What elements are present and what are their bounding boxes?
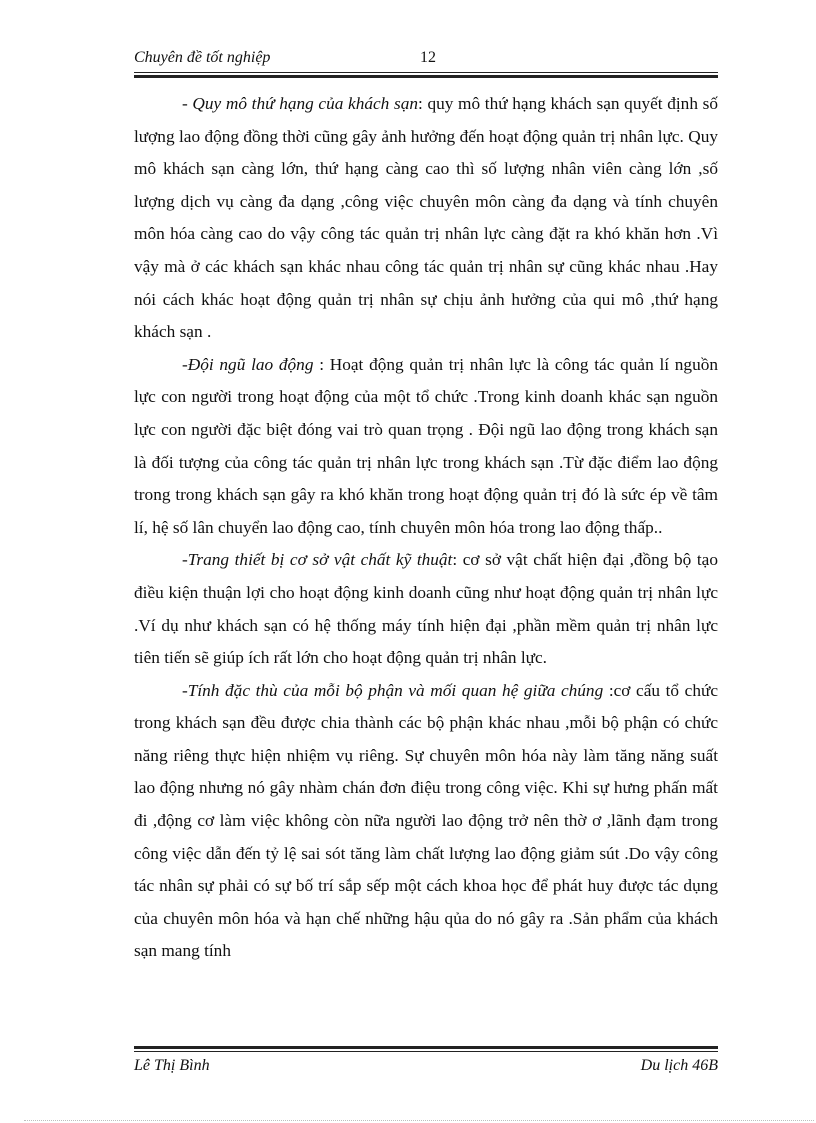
paragraph-hotel-scale [134,88,718,349]
page-bottom-edge [24,1120,814,1121]
paragraph-workforce [134,349,718,545]
page-number: 12 [420,49,436,66]
page-header [134,48,718,70]
header-title: Chuyên đề tốt nghiệp [134,49,271,66]
paragraph-text: :cơ cấu tổ chức trong khách sạn đều được chia thành các bộ phận khác nhau ,mỗi bộ phận có chức năng riêng thực hiện nhiệm vụ riêng. Sự chuyên môn hóa này làm tăng năng suất lao động nhưng nó gây nhàm chán đơn điệu trong công việc. Khi sự hưng phấn mất đi ,động cơ làm việc không còn nữa người lao động trở nên thờ ơ ,lãnh đạm trong công việc dẫn đến tỷ lệ sai sót tăng làm chất lượng lao động giảm sút .Do vậy công tác nhân sự phải có sự bố trí sắp sếp một cách khoa học để phát huy được tác dụng của chuyên môn hóa và hạn chế những hậu qủa do nó gây ra .Sản phẩm của khách sạn mang tính [134,680,718,961]
paragraph-departments [134,675,718,968]
footer-divider [134,1046,718,1052]
paragraph-lead: -Trang thiết bị cơ sở vật chất kỹ thuật [182,550,453,570]
paragraph-text: : quy mô thứ hạng khách sạn quyết định số lượng lao động đồng thời cũng gây ảnh hưởng đến hoạt động quản trị nhân lực. Quy mô khách sạn càng lớn, thứ hạng càng cao thì số lượng nhân viên càng lớn ,số lượng dịch vụ càng đa dạng ,công việc chuyên môn càng đa dạng và tính chuyên môn hóa càng cao do vậy công tác quản trị nhân lực càng đặt ra khó khăn hơn .Vì vậy mà ở các khách sạn khác nhau công tác quản trị nhân sự cũng khác nhau .Hay nói cách khác hoạt động quản trị nhân sự chịu ảnh hưởng của qui mô ,thứ hạng khách sạn . [134,94,718,342]
page-footer [134,1056,718,1078]
paragraph-lead: -Đội ngũ lao động [182,354,314,374]
footer-author: Lê Thị Bình [134,1057,210,1074]
paragraph-lead: -Tính đặc thù của mỗi bộ phận và mối quan hệ giữa chúng [182,680,604,700]
paragraph-lead: - Quy mô thứ hạng của khách sạn [182,94,418,113]
header-divider [134,72,718,78]
paragraph-text: : Hoạt động quản trị nhân lực là công tác quản lí nguồn lực con người trong hoạt động của một tổ chức .Trong kinh doanh khác sạn nguồn lực con người đặc biệt đóng vai trò quan trọng . Đội ngũ lao động trong khách sạn là đối tượng của công tác quản trị nhân lực trong khách sạn .Từ đặc điểm lao động trong trong khách sạn gây ra khó khăn trong hoạt động quản trị đó là sức ép về tâm lí, hệ số lân chuyển lao động cao, tính chuyên môn hóa trong lao động thấp.. [134,354,718,537]
footer-class: Du lịch 46B [640,1057,718,1074]
document-body [134,88,718,968]
paragraph-facilities [134,544,718,674]
paragraph-text: : cơ sở vật chất hiện đại ,đồng bộ tạo điều kiện thuận lợi cho hoạt động kinh doanh cũng như hoạt động quản trị nhân lực .Ví dụ như khách sạn có hệ thống máy tính hiện đại ,phần mềm quản trị nhân lực tiên tiến sẽ giúp ích rất lớn cho hoạt động quản trị nhân lực. [134,550,718,668]
